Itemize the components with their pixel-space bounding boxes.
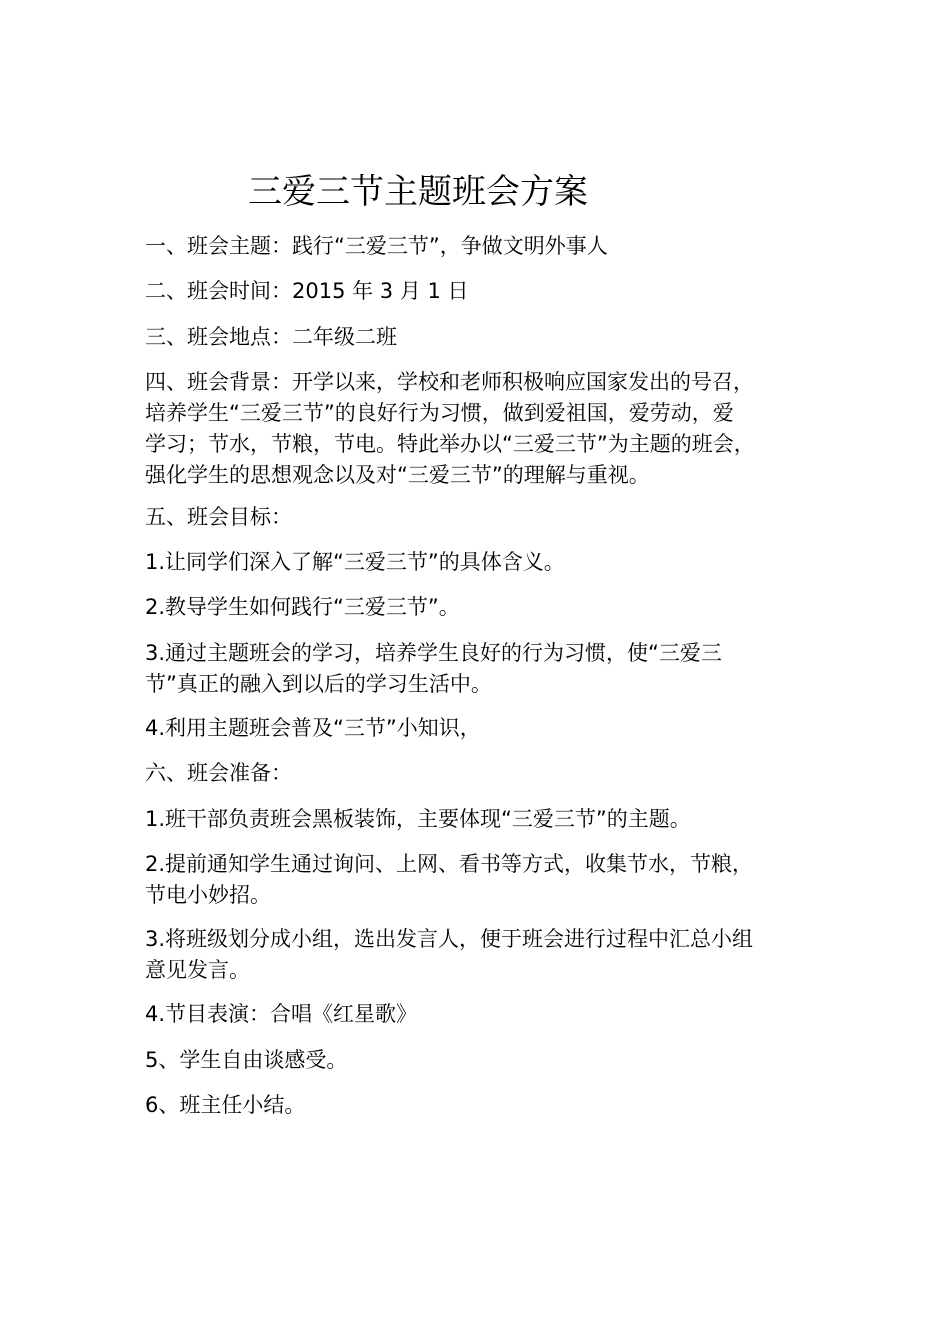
paragraph-goal-3	[145, 638, 825, 700]
paragraph-line: 节电小妙招。	[145, 883, 271, 907]
paragraph-prep-1	[145, 804, 825, 835]
paragraph-line: 2.提前通知学生通过询问、上网、看书等方式，收集节水，节粮，	[145, 852, 754, 876]
paragraph-prep-2	[145, 849, 825, 911]
paragraph-line: 四、班会背景：开学以来，学校和老师积极响应国家发出的号召，	[145, 370, 754, 394]
paragraph-prep-heading	[145, 758, 825, 789]
paragraph-line: 意见发言。	[145, 958, 250, 982]
paragraph-line: 3.通过主题班会的学习，培养学生良好的行为习惯，使“三爱三	[145, 641, 722, 665]
paragraph-location	[145, 322, 825, 353]
paragraph-line: 3.将班级划分成小组，选出发言人，便于班会进行过程中汇总小组	[145, 927, 754, 951]
paragraph-line: 培养学生“三爱三节”的良好行为习惯，做到爱祖国，爱劳动，爱	[145, 401, 734, 425]
paragraph-line: 6、班主任小结。	[145, 1093, 306, 1117]
paragraph-line: 三、班会地点：二年级二班	[145, 325, 397, 349]
paragraph-line: 1.班干部负责班会黑板装饰，主要体现“三爱三节”的主题。	[145, 807, 691, 831]
paragraph-line: 1.让同学们深入了解“三爱三节”的具体含义。	[145, 550, 565, 574]
paragraph-line: 4.节目表演：合唱《红星歌》	[145, 1002, 418, 1026]
paragraph-goals-heading	[145, 502, 825, 533]
paragraph-line: 五、班会目标：	[145, 505, 292, 529]
paragraph-goal-4	[145, 713, 825, 744]
paragraph-line: 学习；节水，节粮，节电。特此举办以“三爱三节”为主题的班会，	[145, 432, 755, 456]
paragraph-theme	[145, 231, 825, 262]
paragraph-line: 5、学生自由谈感受。	[145, 1048, 348, 1072]
paragraph-line: 节”真正的融入到以后的学习生活中。	[145, 672, 492, 696]
paragraph-prep-5	[145, 1045, 825, 1076]
document-title: 三爱三节主题班会方案	[248, 172, 588, 212]
paragraph-goal-2	[145, 592, 825, 623]
paragraph-goal-1	[145, 547, 825, 578]
paragraph-line: 2.教导学生如何践行“三爱三节”。	[145, 595, 460, 619]
paragraph-prep-6	[145, 1090, 825, 1121]
paragraph-line: 一、班会主题：践行“三爱三节”，争做文明外事人	[145, 234, 608, 258]
paragraph-time	[145, 276, 825, 307]
paragraph-line: 二、班会时间：2015 年 3 月 1 日	[145, 279, 469, 303]
paragraph-background	[145, 367, 825, 491]
paragraph-line: 强化学生的思想观念以及对“三爱三节”的理解与重视。	[145, 463, 650, 487]
paragraph-prep-4	[145, 999, 825, 1030]
paragraph-prep-3	[145, 924, 825, 986]
paragraph-line: 4.利用主题班会普及“三节”小知识，	[145, 716, 481, 740]
paragraph-line: 六、班会准备：	[145, 761, 292, 785]
